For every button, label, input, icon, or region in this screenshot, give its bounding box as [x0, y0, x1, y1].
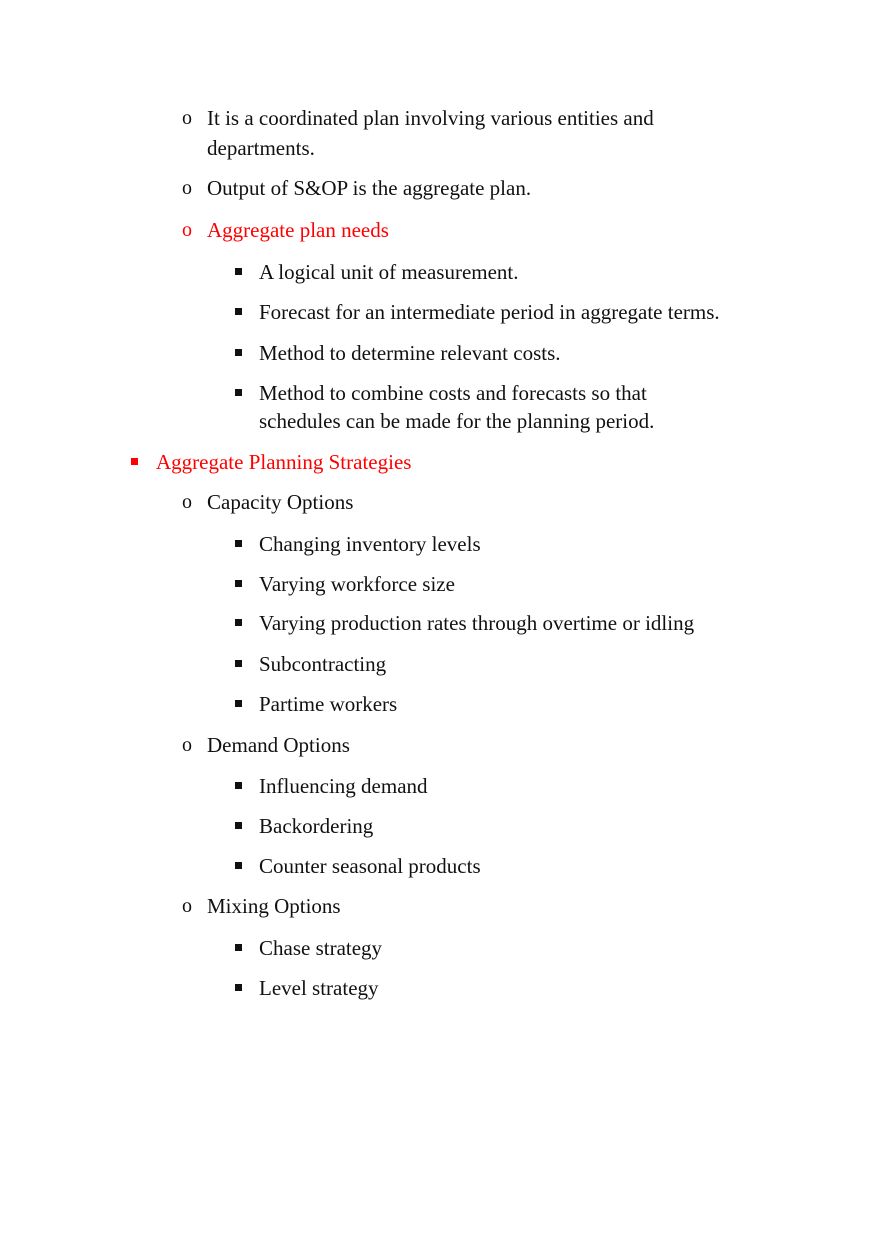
- square-bullet-icon: [235, 944, 242, 951]
- square-bullet-icon: [131, 458, 138, 465]
- list-item-heading: Mixing Options: [207, 894, 341, 918]
- list-item-heading: Capacity Options: [207, 490, 354, 514]
- list-item-heading: Aggregate plan needs: [207, 218, 389, 242]
- square-bullet-icon: [235, 540, 242, 547]
- list-item-heading: Demand Options: [207, 733, 350, 757]
- sub-list-item: Subcontracting: [259, 652, 387, 676]
- square-bullet-icon: [235, 782, 242, 789]
- square-bullet-icon: [235, 349, 242, 356]
- sub-list-item-continued: schedules can be made for the planning period.: [259, 409, 655, 433]
- sub-list-item: Forecast for an intermediate period in aggregate terms.: [259, 300, 720, 324]
- sub-list-item: Varying workforce size: [259, 572, 455, 596]
- circle-bullet-icon: o: [182, 491, 192, 513]
- sub-list-item: Changing inventory levels: [259, 532, 481, 556]
- square-bullet-icon: [235, 308, 242, 315]
- square-bullet-icon: [235, 862, 242, 869]
- square-bullet-icon: [235, 984, 242, 991]
- square-bullet-icon: [235, 580, 242, 587]
- circle-bullet-icon: o: [182, 177, 192, 199]
- square-bullet-icon: [235, 822, 242, 829]
- sub-list-item: A logical unit of measurement.: [259, 260, 519, 284]
- list-item-text: It is a coordinated plan involving various entities and: [207, 106, 654, 130]
- list-item-text-continued: departments.: [207, 136, 315, 160]
- square-bullet-icon: [235, 268, 242, 275]
- sub-list-item: Level strategy: [259, 976, 379, 1000]
- square-bullet-icon: [235, 619, 242, 626]
- circle-bullet-icon: o: [182, 895, 192, 917]
- sub-list-item: Partime workers: [259, 692, 398, 716]
- square-bullet-icon: [235, 700, 242, 707]
- square-bullet-icon: [235, 660, 242, 667]
- circle-bullet-icon: o: [182, 219, 192, 241]
- sub-list-item: Varying production rates through overtime or idling: [259, 611, 695, 635]
- section-heading: Aggregate Planning Strategies: [156, 450, 412, 474]
- circle-bullet-icon: o: [182, 107, 192, 129]
- circle-bullet-icon: o: [182, 734, 192, 756]
- sub-list-item: Chase strategy: [259, 936, 383, 960]
- square-bullet-icon: [235, 389, 242, 396]
- sub-list-item: Method to combine costs and forecasts so that: [259, 381, 647, 405]
- sub-list-item: Counter seasonal products: [259, 854, 481, 878]
- sub-list-item: Method to determine relevant costs.: [259, 341, 561, 365]
- sub-list-item: Backordering: [259, 814, 374, 838]
- sub-list-item: Influencing demand: [259, 774, 428, 798]
- list-item-text: Output of S&OP is the aggregate plan.: [207, 176, 532, 200]
